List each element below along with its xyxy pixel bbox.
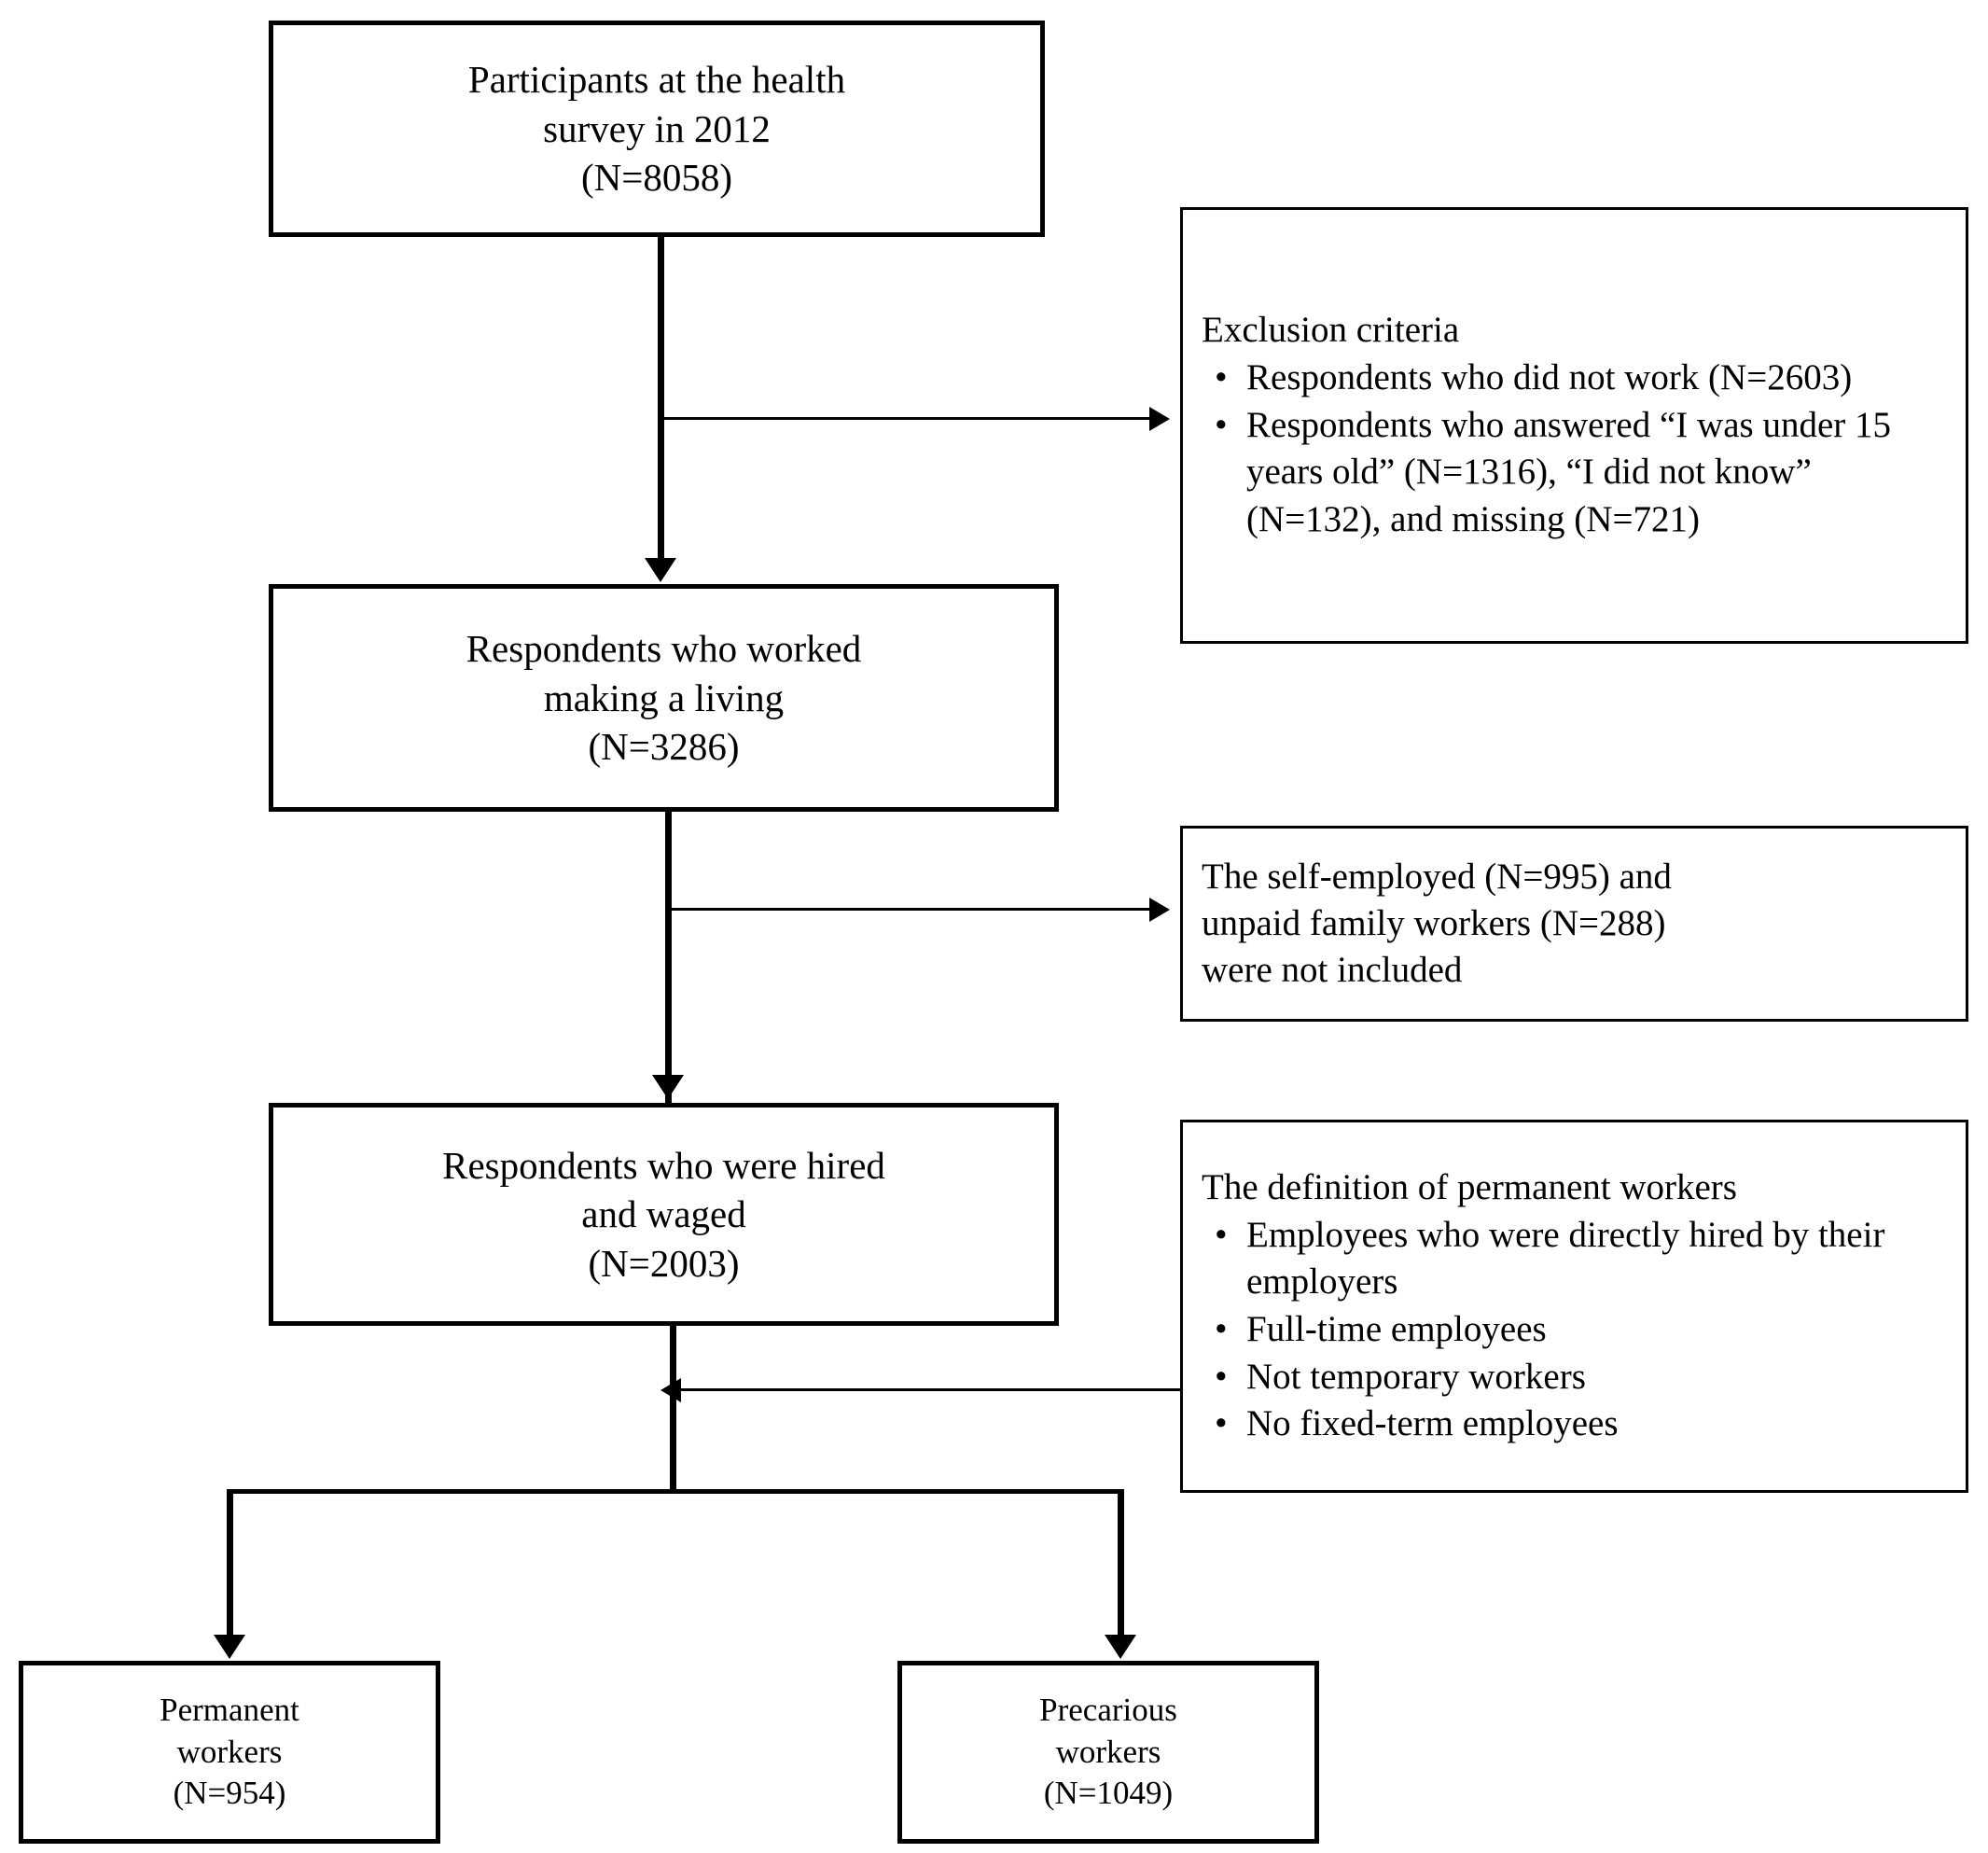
node-worked-line-3: (N=3286) [588, 725, 740, 769]
precarious-line-3: (N=1049) [1043, 1775, 1174, 1812]
not-included-line-3: were not included [1202, 949, 1463, 990]
connector-split-horizontal [229, 1489, 1124, 1494]
connector-exclusion-arrowhead [1149, 407, 1170, 431]
connector-1-arrowhead [645, 558, 676, 582]
permanent-line-3: (N=954) [173, 1775, 286, 1812]
node-participants-line-1: Participants at the health [467, 58, 846, 102]
not-included-line-2: unpaid family workers (N=288) [1202, 903, 1666, 944]
connector-exclusion-horizontal [660, 417, 1155, 420]
connector-not-included-horizontal [668, 908, 1155, 911]
node-exclusion-criteria [1180, 207, 1968, 644]
node-permanent-workers [19, 1661, 440, 1844]
node-hired-and-waged [269, 1103, 1059, 1326]
definition-item: • No fixed-term employees [1202, 1400, 1949, 1448]
connector-2-vertical [665, 812, 672, 1108]
precarious-line-2: workers [1055, 1733, 1161, 1770]
node-worked-line-2: making a living [543, 676, 785, 719]
connector-3-vertical [670, 1326, 676, 1494]
node-participants-line-2: survey in 2012 [543, 106, 771, 150]
connector-right-arrowhead [1105, 1635, 1136, 1659]
node-worked-line-1: Respondents who worked [466, 627, 862, 671]
node-participants [269, 21, 1045, 237]
connector-right-vertical [1118, 1489, 1124, 1642]
exclusion-item: • Respondents who did not work (N=2603) [1202, 355, 1949, 402]
connector-not-included-arrowhead [1149, 898, 1170, 922]
exclusion-item: • Respondents who answered “I was under 15 years old” (N=1316), “I did not know” (N=132), and missing (N=721) [1202, 402, 1949, 544]
definition-item: • Full-time employees [1202, 1306, 1949, 1354]
node-hired-line-1: Respondents who were hired [442, 1143, 885, 1187]
node-worked-making-living [269, 584, 1059, 812]
definition-header: The definition of permanent workers [1202, 1166, 1737, 1207]
definition-list [1202, 1212, 1949, 1448]
permanent-line-1: Permanent [160, 1691, 299, 1728]
node-hired-line-3: (N=2003) [588, 1241, 740, 1285]
exclusion-header: Exclusion criteria [1202, 310, 1460, 351]
node-not-included [1180, 826, 1968, 1022]
permanent-line-2: workers [176, 1733, 283, 1770]
exclusion-list [1202, 355, 1949, 544]
node-hired-line-2: and waged [581, 1192, 746, 1236]
definition-item: • Not temporary workers [1202, 1354, 1949, 1401]
connector-2-arrowhead [652, 1075, 684, 1099]
node-precarious-workers [897, 1661, 1319, 1844]
connector-left-vertical [227, 1489, 233, 1642]
connector-definition-horizontal [681, 1388, 1180, 1391]
precarious-line-1: Precarious [1039, 1691, 1177, 1728]
connector-1-vertical [658, 237, 664, 565]
not-included-line-1: The self-employed (N=995) and [1202, 857, 1672, 898]
definition-item: • Employees who were directly hired by their employers [1202, 1212, 1949, 1306]
node-participants-line-3: (N=8058) [580, 156, 733, 200]
node-definition-permanent [1180, 1120, 1968, 1493]
connector-left-arrowhead [214, 1635, 245, 1659]
